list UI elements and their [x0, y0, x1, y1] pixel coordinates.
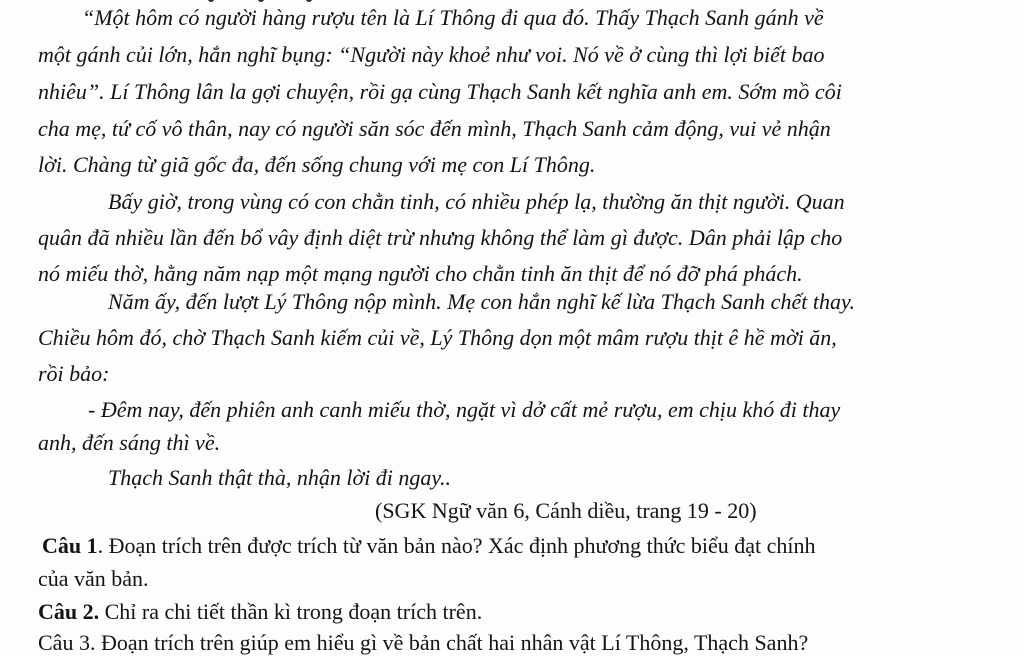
passage-line: nó miếu thờ, hằng năm nạp một mạng người cho chằn tinh ăn thịt để nó đỡ phá phách. — [38, 261, 803, 286]
dot-mark — [208, 0, 214, 2]
question-2-text: Chỉ ra chi tiết thần kì trong đoạn trích trên. — [99, 599, 483, 624]
passage-line: - Đêm nay, đến phiên anh canh miếu thờ, ngặt vì dở cất mẻ rượu, em chịu khó đi thay — [88, 397, 841, 422]
passage-line: lời. Chàng từ giã gốc đa, đến sống chung với mẹ con Lí Thông. — [38, 152, 596, 177]
question-1-label: Câu 1 — [42, 533, 98, 558]
passage-line: Năm ấy, đến lượt Lý Thông nộp mình. Mẹ con hắn nghĩ kế lừa Thạch Sanh chết thay. — [108, 289, 855, 314]
passage-line: Thạch Sanh thật thà, nhận lời đi ngay.. — [108, 465, 451, 490]
question-1 — [42, 533, 816, 559]
passage-line: nhiêu”. Lí Thông lân la gợi chuyện, rồi gạ cùng Thạch Sanh kết nghĩa anh em. Sớm mồ côi — [38, 79, 842, 104]
question-2-label: Câu 2. — [38, 599, 100, 624]
dot-mark — [258, 0, 264, 2]
question-1-text: . Đoạn trích trên được trích từ văn bản nào? Xác định phương thức biểu đạt chính — [97, 533, 816, 558]
passage-line: rồi bảo: — [38, 361, 110, 386]
source-citation: (SGK Ngữ văn 6, Cánh diều, trang 19 - 20) — [375, 498, 757, 523]
question-1-continuation: của văn bản. — [38, 566, 149, 591]
question-3-cut-off: Câu 3. Đoạn trích trên giúp em hiểu gì về bản chất hai nhân vật Lí Thông, Thạch Sanh? — [38, 630, 809, 655]
passage-line: Chiều hôm đó, chờ Thạch Sanh kiếm củi về, Lý Thông dọn một mâm rượu thịt ê hề mời ăn, — [38, 325, 837, 350]
passage-line: cha mẹ, tứ cố vô thân, nay có người săn sóc đến mình, Thạch Sanh cảm động, vui vẻ nhận — [38, 116, 831, 141]
passage-line: anh, đến sáng thì về. — [38, 430, 221, 455]
passage-line: “Một hôm có người hàng rượu tên là Lí Thông đi qua đó. Thấy Thạch Sanh gánh về — [82, 5, 824, 30]
passage-line: một gánh củi lớn, hắn nghĩ bụng: “Người này khoẻ như voi. Nó về ở cùng thì lợi biết bao — [38, 42, 825, 67]
dot-mark — [306, 0, 312, 2]
passage-line: Bấy giờ, trong vùng có con chằn tinh, có nhiều phép lạ, thường ăn thịt người. Quan — [108, 189, 845, 214]
question-2 — [38, 599, 482, 625]
passage-line: quân đã nhiều lần đến bổ vây định diệt trừ nhưng không thể làm gì được. Dân phải lập cho — [38, 225, 843, 250]
